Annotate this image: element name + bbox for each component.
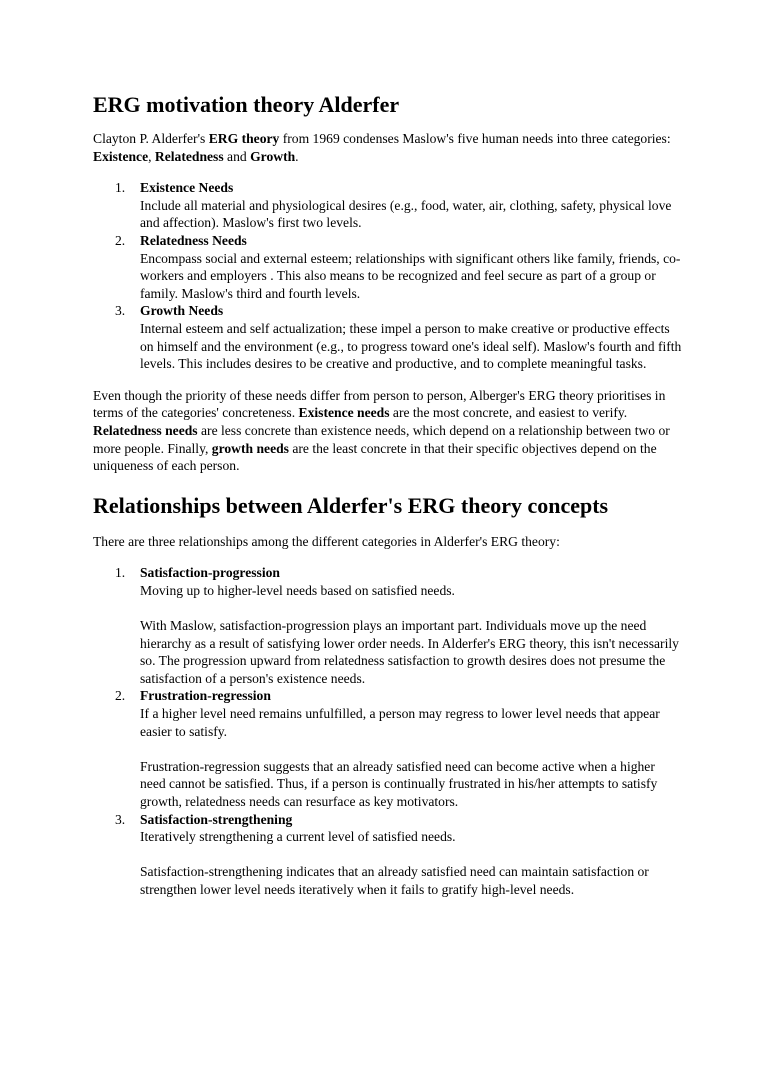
list-item-title: Growth Needs — [140, 303, 224, 319]
bold-term: growth needs — [211, 440, 289, 456]
intro-paragraph — [93, 130, 683, 165]
spacer — [140, 846, 683, 864]
list-item-description: Iteratively strengthening a current level of satisfied needs. — [140, 829, 456, 845]
bold-term: Existence needs — [298, 405, 390, 421]
text-run: are the least concrete in that their specific objectives depend on the uniqueness of each person. — [93, 440, 657, 474]
text-run: are less concrete than existence needs, which depend on a relationship between two or more people. Finally, — [93, 422, 670, 456]
list-number: 3. — [115, 303, 126, 319]
intro-paragraph: There are three relationships among the different categories in Alderfer's ERG theory: — [93, 533, 560, 549]
text-run: from 1969 condenses Maslow's five human needs into three categories: — [279, 131, 671, 146]
list-item-description: Satisfaction-strengthening indicates that an already satisfied need can maintain satisfaction or strengthen lower level needs iteratively when it fails to gratify high-level needs. — [140, 864, 649, 897]
list-number: 3. — [115, 811, 126, 827]
list-item — [115, 564, 683, 687]
list-item-description: Include all material and physiological desires (e.g., food, water, air, clothing, safety, physical love and affection). Maslow's first two levels. — [140, 197, 672, 231]
spacer — [140, 740, 683, 758]
list-number: 1. — [115, 565, 126, 581]
list-item — [115, 232, 683, 302]
text-run: are the most concrete, and easiest to verify. — [389, 405, 628, 421]
bold-term: Growth — [250, 148, 296, 164]
list-item-description: Internal esteem and self actualization; these impel a person to make creative or productive effects on himself and the environment (e.g., to progress toward one's ideal self). Maslow's fourth and fifth levels. This includes desires to be creative and productive, and to complete meaningful tasks. — [140, 320, 682, 372]
text-run: . — [295, 148, 299, 164]
body-paragraph — [93, 387, 683, 475]
list-item-title: Existence Needs — [140, 180, 234, 196]
section-heading: ERG motivation theory Alderfer — [93, 92, 400, 117]
spacer — [140, 599, 683, 617]
list-item — [115, 811, 683, 899]
section-heading: Relationships between Alderfer's ERG theory concepts — [93, 492, 609, 518]
list-item-description: If a higher level need remains unfulfilled, a person may regress to lower level needs that appear easier to satisfy. — [140, 706, 660, 739]
text-run: Even though the priority of these needs differ from person to person, Alberger's ERG theory prioritises in terms of the categories' concreteness. — [93, 387, 666, 421]
list-item-title: Frustration-regression — [140, 688, 271, 704]
list-item-description: With Maslow, satisfaction-progression plays an important part. Individuals move up the need hierarchy as a result of satisfying lower order needs. In Alderfer's ERG theory, this isn't necessarily so. The progression upward from relatedness satisfaction to growth desires does not presume the satisfaction of a person's existence needs. — [140, 618, 679, 686]
list-item — [115, 179, 683, 232]
list-number: 1. — [115, 180, 126, 196]
list-item-description: Moving up to higher-level needs based on satisfied needs. — [140, 582, 455, 598]
text-run: Clayton P. Alderfer's — [93, 131, 209, 146]
text-run: , — [148, 148, 155, 164]
relationships-list — [93, 564, 683, 898]
document-page — [93, 92, 683, 899]
list-item-title: Satisfaction-progression — [140, 565, 280, 581]
list-item — [115, 302, 683, 372]
list-item-description: Frustration-regression suggests that an already satisfied need can become active when a higher need cannot be satisfied. Thus, if a person is continually frustrated in his/her attempts to satisfy growth, relatedness needs can resurface as key motivators. — [140, 758, 658, 809]
text-run: and — [223, 148, 251, 164]
list-item-title: Relatedness Needs — [140, 232, 247, 248]
bold-term: ERG theory — [208, 131, 280, 146]
bold-term: Relatedness needs — [93, 422, 198, 438]
list-item — [115, 687, 683, 810]
list-item-title: Satisfaction-strengthening — [140, 811, 293, 827]
bold-term: Existence — [93, 148, 149, 164]
needs-list — [93, 179, 683, 373]
list-number: 2. — [115, 688, 126, 704]
list-number: 2. — [115, 232, 126, 248]
bold-term: Relatedness — [154, 148, 224, 164]
list-item-description: Encompass social and external esteem; relationships with significant others like family, friends, co-workers and employers . This also means to be recognized and feel secure as part of a group or family. Maslow's third and fourth levels. — [140, 250, 681, 301]
